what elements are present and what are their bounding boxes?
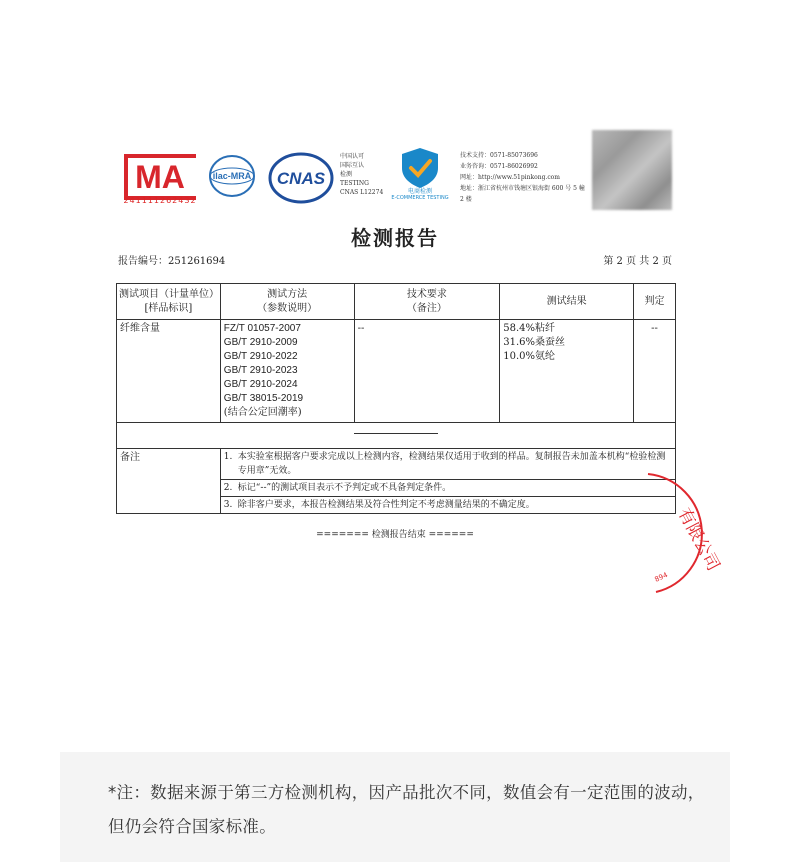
- header-method: [220, 284, 354, 320]
- page-info: 第 2 页 共 2 页: [603, 256, 672, 267]
- ecommerce-testing-sub: E-COMMERCE TESTING: [391, 195, 449, 201]
- spacer-cell: [117, 423, 676, 449]
- method-line: GB/T 38015-2019: [223, 393, 304, 404]
- cma-logo-text: MA: [135, 159, 185, 195]
- contact-address: 地址：浙江省杭州市钱塘区银海街 600 号 5 幢 2 楼: [460, 185, 585, 203]
- notes-row: [117, 449, 676, 514]
- cnas-info-line: CNAS L12274: [340, 189, 384, 196]
- note-item: [221, 497, 675, 513]
- result-line: 31.6%桑蚕丝: [503, 337, 566, 348]
- official-stamp: [608, 468, 728, 598]
- disclaimer-text: *注：数据来源于第三方检测机构，因产品批次不同，数值会有一定范围的波动，但仍会符合国家标准。: [108, 783, 705, 836]
- stamp-text: 有限公司: [673, 504, 724, 575]
- table-row: [117, 320, 676, 423]
- cnas-info-line: 中国认可: [340, 153, 365, 160]
- header-method-line: 测试方法: [267, 288, 308, 300]
- note-text: 本实验室根据客户要求完成以上检测内容，检测结果仅适用于收到的样品。复制报告未加盖本机构“检验检测专用章”无效。: [237, 452, 666, 476]
- header-logos: [118, 140, 678, 212]
- header-requirement-line: 技术要求: [406, 288, 447, 300]
- result-line: 10.0%氨纶: [503, 351, 556, 362]
- row-judgement: --: [634, 320, 676, 423]
- note-item: [221, 449, 675, 480]
- divider: [354, 433, 438, 434]
- stamp-digits: 894: [653, 570, 669, 584]
- cnas-info-line: 检测: [340, 171, 353, 178]
- table-header-row: [117, 284, 676, 320]
- contact-website: 网址：http://www.51pinkong.com: [460, 174, 560, 181]
- note-item: [221, 480, 675, 497]
- method-line: FZ/T 01057-2007: [223, 323, 301, 334]
- method-line: (结合公定回潮率): [223, 407, 302, 418]
- row-requirement: --: [354, 320, 500, 423]
- contact-info: [460, 150, 590, 205]
- header-item: [117, 284, 221, 320]
- ecommerce-testing-label: 电商检测: [407, 188, 432, 195]
- note-text: 除非客户要求，本报告检测结果及符合性判定不考虑测量结果的不确定度。: [237, 500, 535, 510]
- row-item: 纤维含量: [117, 320, 221, 423]
- method-line: GB/T 2910-2023: [223, 365, 298, 376]
- cnas-info-line: 国际互认: [340, 162, 365, 169]
- cnas-info: [340, 152, 388, 197]
- header-requirement-line: （备注）: [406, 302, 447, 314]
- report-end: ======= 检测报告结束 ======: [316, 530, 474, 540]
- header-item-line: [样品标识]: [144, 302, 193, 314]
- header-method-line: （参数说明）: [257, 302, 318, 314]
- note-number: 1.: [223, 452, 233, 462]
- note-number: 2.: [223, 483, 233, 493]
- row-results: [500, 320, 634, 423]
- header-requirement: [354, 284, 500, 320]
- blurred-qr-code: [592, 130, 672, 210]
- note-number: 3.: [223, 500, 233, 510]
- method-line: GB/T 2910-2022: [223, 351, 298, 362]
- cma-code: 241111262432: [123, 196, 197, 205]
- cnas-label: CNAS: [276, 169, 326, 188]
- report-number: 报告编号：251261694: [118, 256, 226, 267]
- cnas-info-line: TESTING: [340, 180, 369, 187]
- report-title: 检测报告: [351, 226, 439, 250]
- contact-support: 技术支持：0571-85073696: [460, 152, 538, 159]
- method-line: GB/T 2910-2024: [223, 379, 298, 390]
- row-methods: [220, 320, 354, 423]
- result-table: [116, 283, 676, 514]
- contact-consult: 业务咨询：0571-86026992: [460, 163, 538, 170]
- header-item-line: 测试项目（计量单位）: [119, 288, 219, 300]
- disclaimer-box: [60, 752, 730, 862]
- spacer-row: [117, 423, 676, 449]
- method-line: GB/T 2910-2009: [223, 337, 298, 348]
- result-line: 58.4%粘纤: [503, 323, 556, 334]
- ilac-mra-logo: [208, 154, 256, 198]
- header-result: 测试结果: [500, 284, 634, 320]
- ilac-label: ilac-MRA: [212, 171, 252, 181]
- notes-label: 备注: [117, 449, 221, 514]
- cnas-logo: [268, 152, 334, 204]
- note-text: 标记“--”的测试项目表示不予判定或不具备判定条件。: [237, 483, 452, 493]
- header-judgement: 判定: [634, 284, 676, 320]
